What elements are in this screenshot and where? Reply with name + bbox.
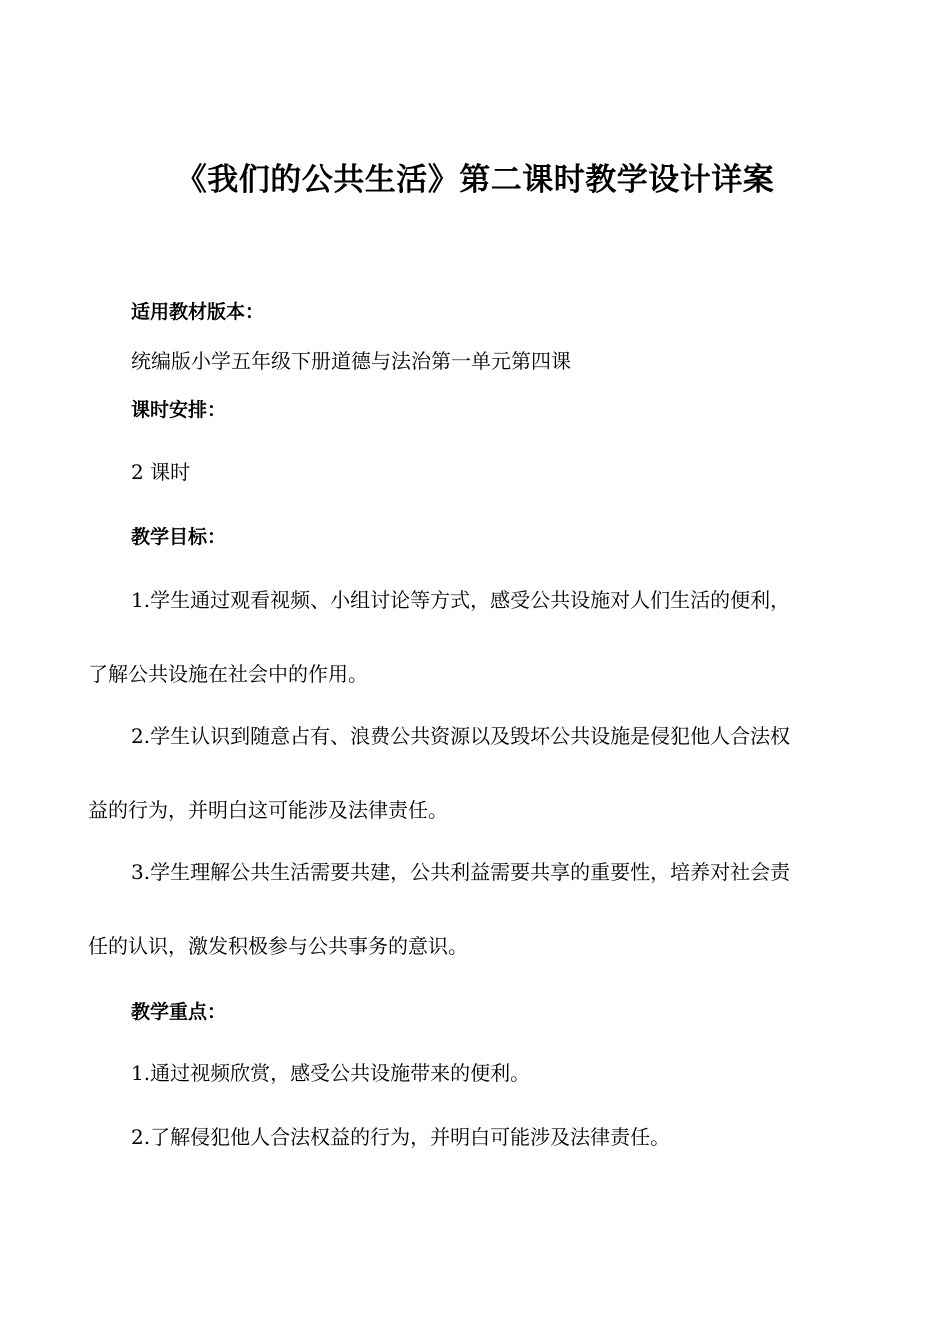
objective-2-line-1: 2.学生认识到随意占有、浪费公共资源以及毁坏公共设施是侵犯他人合法权 <box>131 724 791 748</box>
key-point-2: 2.了解侵犯他人合法权益的行为，并明白可能涉及法律责任。 <box>131 1125 671 1149</box>
objective-1-line-1: 1.学生通过观看视频、小组讨论等方式，感受公共设施对人们生活的便利， <box>131 588 791 612</box>
textbook-value: 统编版小学五年级下册道德与法治第一单元第四课 <box>131 349 571 373</box>
document-title: 《我们的公共生活》第二课时教学设计详案 <box>175 162 775 198</box>
objective-3-line-2: 任的认识，激发积极参与公共事务的意识。 <box>88 934 468 958</box>
objective-2-line-2: 益的行为，并明白这可能涉及法律责任。 <box>88 798 448 822</box>
schedule-value: 2 课时 <box>131 460 191 484</box>
textbook-heading: 适用教材版本： <box>131 301 265 323</box>
schedule-heading: 课时安排： <box>131 399 227 421</box>
objective-1-line-2: 了解公共设施在社会中的作用。 <box>88 662 368 686</box>
objectives-heading: 教学目标： <box>131 526 227 548</box>
objective-3-line-1: 3.学生理解公共生活需要共建，公共利益需要共享的重要性，培养对社会责 <box>131 860 791 884</box>
key-points-heading: 教学重点： <box>131 1001 227 1023</box>
key-point-1: 1.通过视频欣赏，感受公共设施带来的便利。 <box>131 1061 531 1085</box>
